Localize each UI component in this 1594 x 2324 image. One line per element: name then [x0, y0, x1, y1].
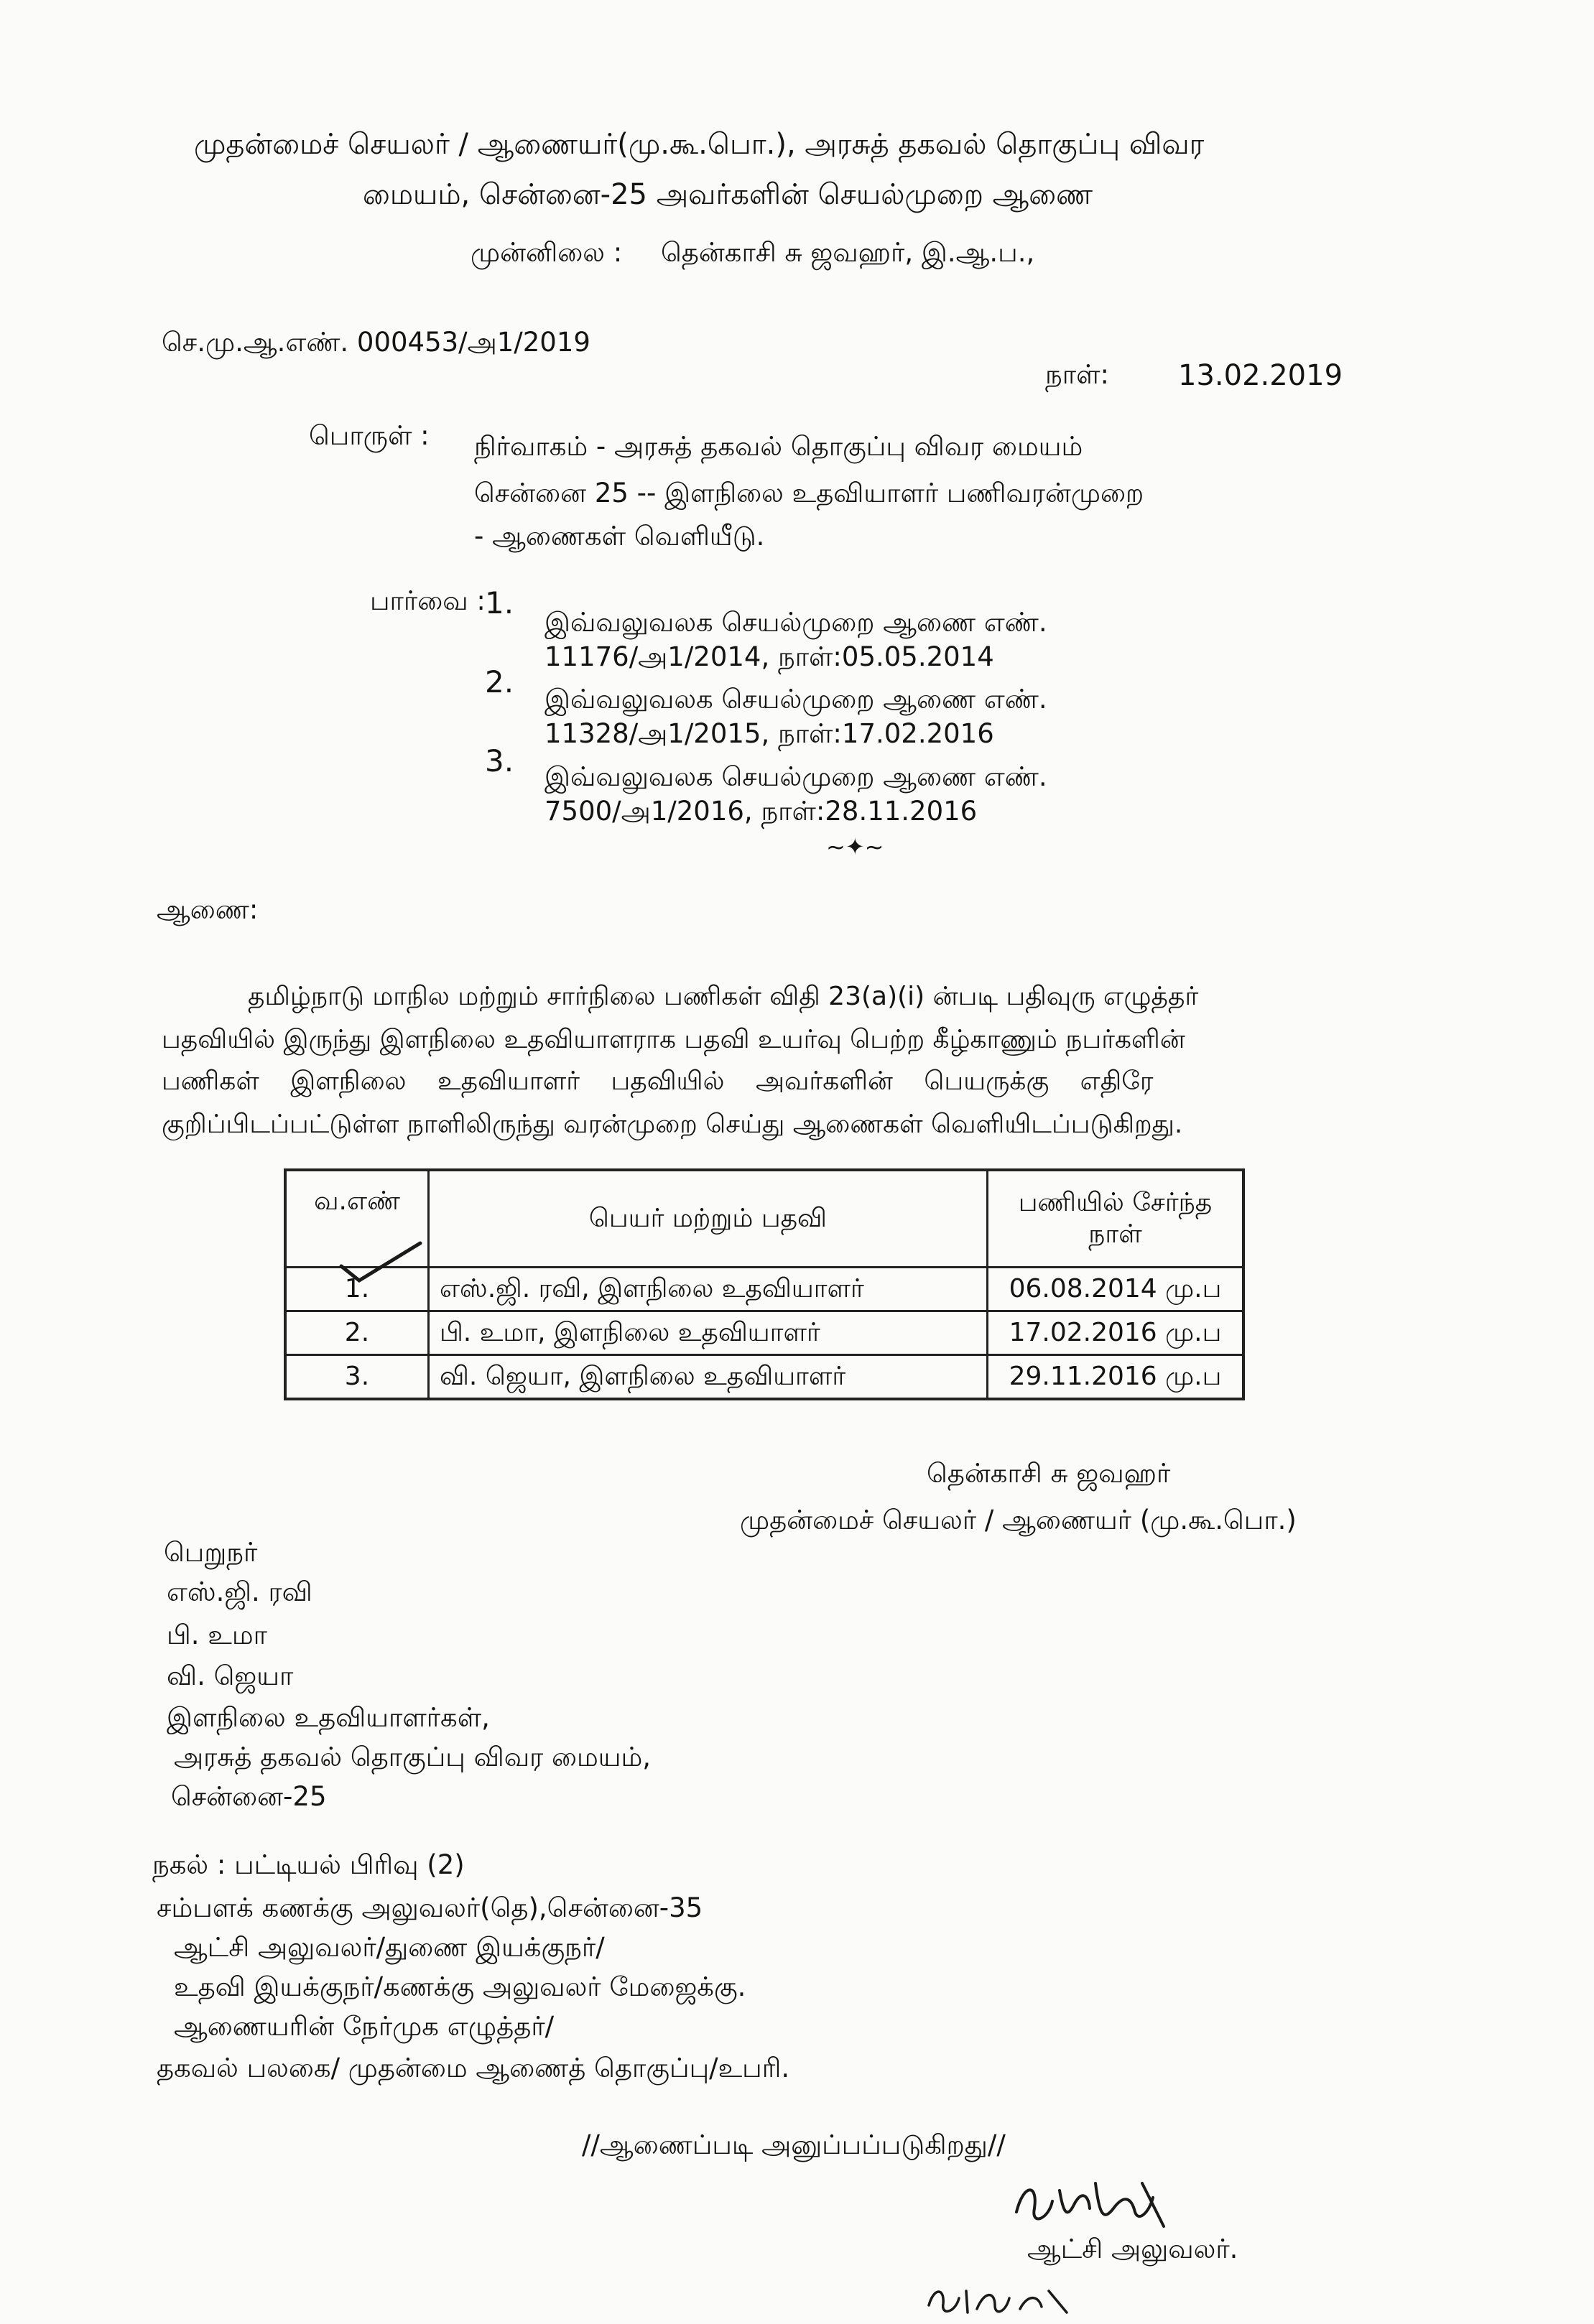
row-date: 29.11.2016 மு.ப: [987, 1355, 1243, 1400]
regularisation-table: [284, 1168, 1245, 1400]
order-para-line-4: குறிப்பிடப்பட்டுள்ள நாளிலிருந்து வரன்முறை செய்து ஆணைகள் வெளியிடப்படுகிறது.: [162, 1110, 1183, 1139]
forwarded-note: //ஆணைப்படி அனுப்பப்படுகிறது//: [582, 2129, 1006, 2160]
recipient-line: வி. ஜெயா: [167, 1660, 294, 1691]
ornament: ~✦~: [826, 833, 884, 860]
copy-line: உதவி இயக்குநர்/கணக்கு அலுவலர் மேஜைக்கு.: [174, 1971, 746, 2002]
header-line-1: முதன்மைச் செயலர் / ஆணையர்(மு.கூ.பொ.), அரசுத் தகவல் தொகுப்பு விவர: [194, 128, 1205, 161]
reference-2-line-2: 11328/அ1/2015, நாள்:17.02.2016: [545, 718, 994, 749]
subject-line-3: - ஆணைகள் வெளியீடு.: [474, 521, 765, 552]
col-header-sno: வ.எண்: [285, 1170, 428, 1268]
row-name: பி. உமா, இளநிலை உதவியாளர்: [428, 1311, 987, 1355]
subject-line-1: நிர்வாகம் - அரசுத் தகவல் தொகுப்பு விவர மையம்: [474, 431, 1083, 462]
header-line-2: மையம், சென்னை-25 அவர்களின் செயல்முறை ஆணை: [363, 178, 1093, 211]
reference-3-line-2: 7500/அ1/2016, நாள்:28.11.2016: [545, 796, 978, 827]
tick-mark-icon: [338, 1239, 424, 1289]
row-sno: 3.: [285, 1355, 428, 1400]
references-label: பார்வை :: [370, 585, 486, 616]
handwritten-signature: [1009, 2169, 1182, 2241]
copy-line: சம்பளக் கணக்கு அலுவலர்(தெ),சென்னை-35: [157, 1892, 703, 1923]
table-row: [285, 1355, 1243, 1400]
proceedings-number: செ.மு.ஆ.எண். 000453/அ1/2019: [162, 327, 590, 358]
copy-line: ஆணையரின் நேர்முக எழுத்தர்/: [174, 2011, 555, 2042]
order-heading: ஆணை:: [157, 894, 259, 925]
reference-num-3: 3.: [485, 743, 514, 778]
copy-line: ஆட்சி அலுவலர்/துணை இயக்குநர்/: [174, 1932, 605, 1963]
reference-num-2: 2.: [485, 664, 514, 699]
recipient-line: எஸ்.ஜி. ரவி: [167, 1576, 312, 1607]
table-header-row: [285, 1170, 1243, 1268]
recipients-heading: பெறுநர்: [164, 1537, 258, 1568]
reference-1-line-1: இவ்வலுவலக செயல்முறை ஆணை எண்.: [545, 607, 1047, 638]
order-para-line-2: பதவியில் இருந்து இளநிலை உதவியாளராக பதவி உயர்வு பெற்ற கீழ்காணும் நபர்களின்: [162, 1025, 1185, 1054]
recipient-line: அரசுத் தகவல் தொகுப்பு விவர மையம்,: [174, 1742, 652, 1772]
row-name: எஸ்.ஜி. ரவி, இளநிலை உதவியாளர்: [428, 1268, 987, 1311]
presence-value: தென்காசி சு ஜவஹர், இ.ஆ.ப.,: [661, 237, 1035, 268]
presence-label: முன்னிலை :: [471, 237, 623, 268]
date-value: 13.02.2019: [1178, 359, 1343, 392]
date-label: நாள்:: [1045, 359, 1109, 390]
subject-label: பொருள் :: [309, 420, 430, 451]
recipient-line: இளநிலை உதவியாளர்கள்,: [167, 1702, 490, 1733]
table-row: [285, 1268, 1243, 1311]
table-row: [285, 1311, 1243, 1355]
recipient-line: சென்னை-25: [171, 1781, 327, 1812]
reference-3-line-1: இவ்வலுவலக செயல்முறை ஆணை எண்.: [545, 761, 1047, 792]
attestation-title: ஆட்சி அலுவலர்.: [1027, 2234, 1238, 2264]
handwritten-date: [923, 2277, 1081, 2320]
row-date: 17.02.2016 மு.ப: [987, 1311, 1243, 1355]
signatory-name: தென்காசி சு ஜவஹர்: [927, 1458, 1171, 1489]
order-para-line-3: பணிகள் இளநிலை உதவியாளர் பதவியில் அவர்களின் பெயருக்கு எதிரே: [162, 1066, 1154, 1096]
row-date: 06.08.2014 மு.ப: [987, 1268, 1243, 1311]
subject-line-2: சென்னை 25 -- இளநிலை உதவியாளர் பணிவரன்முறை: [474, 478, 1144, 508]
copy-line: நகல் : பட்டியல் பிரிவு (2): [152, 1849, 465, 1880]
reference-num-1: 1.: [485, 585, 514, 620]
copy-line: தகவல் பலகை/ முதன்மை ஆணைத் தொகுப்பு/உபரி.: [157, 2053, 790, 2083]
reference-2-line-1: இவ்வலுவலக செயல்முறை ஆணை எண்.: [545, 684, 1047, 715]
col-header-name: பெயர் மற்றும் பதவி: [428, 1170, 987, 1268]
row-sno: 2.: [285, 1311, 428, 1355]
recipient-line: பி. உமா: [167, 1619, 267, 1650]
signatory-title: முதன்மைச் செயலர் / ஆணையர் (மு.கூ.பொ.): [740, 1505, 1297, 1535]
row-name: வி. ஜெயா, இளநிலை உதவியாளர்: [428, 1355, 987, 1400]
col-header-date: பணியில் சேர்ந்த நாள்: [987, 1170, 1243, 1268]
row-sno: 1.: [285, 1268, 428, 1311]
order-para-line-1: தமிழ்நாடு மாநில மற்றும் சார்நிலை பணிகள் விதி 23(a)(i) ன்படி பதிவுரு எழுத்தர்: [248, 982, 1199, 1011]
reference-1-line-2: 11176/அ1/2014, நாள்:05.05.2014: [545, 641, 994, 672]
